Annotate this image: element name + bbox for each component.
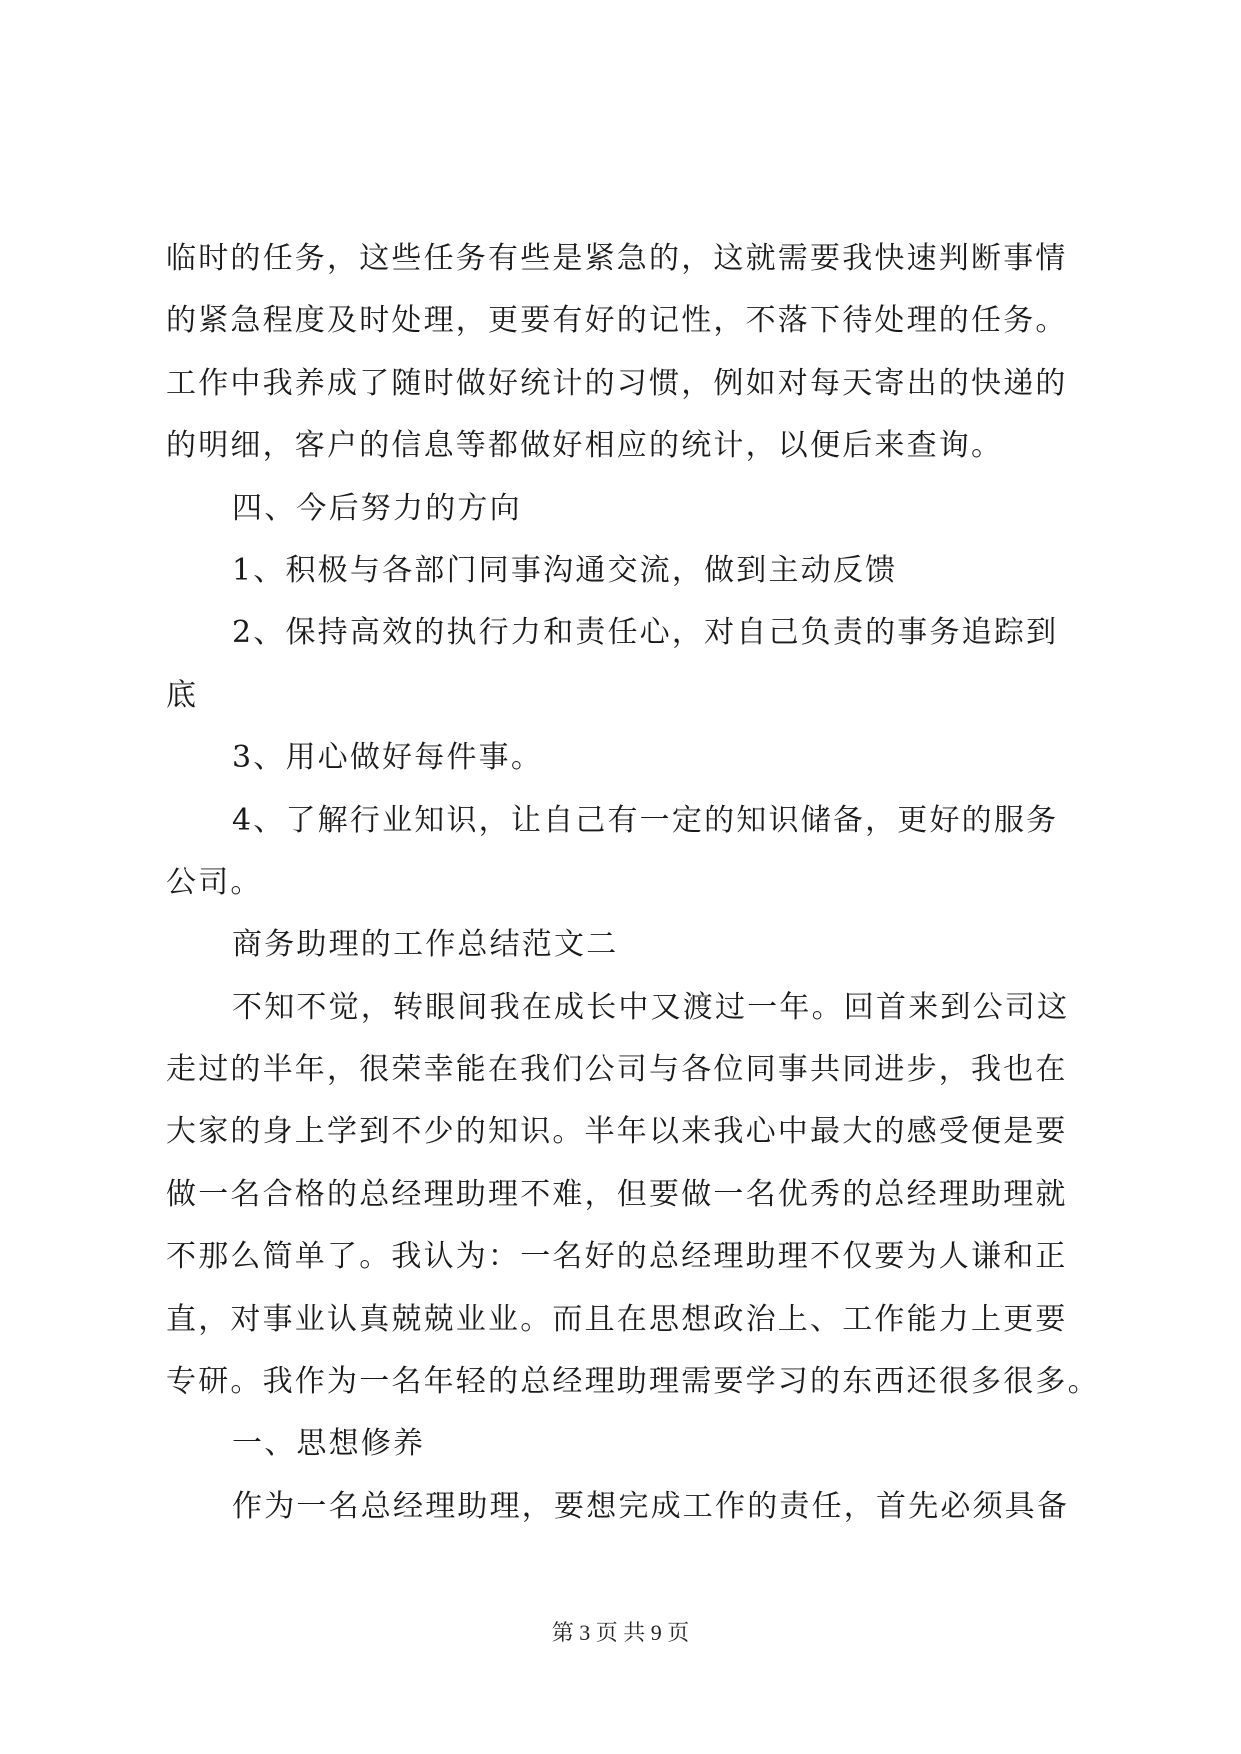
text-line: 1、积极与各部门同事沟通交流，做到主动反馈 <box>232 552 898 588</box>
page-footer: 第 3 页 共 9 页 <box>551 1620 690 1645</box>
text-line: 直，对事业认真兢兢业业。而且在思想政治上、工作能力上更要 <box>166 1301 1068 1337</box>
text-line: 不那么简单了。我认为：一名好的总经理助理不仅要为人谦和正 <box>166 1239 1068 1275</box>
text-line: 不知不觉，转眼间我在成长中又渡过一年。回首来到公司这 <box>232 989 1070 1025</box>
text-line: 的紧急程度及时处理，更要有好的记性，不落下待处理的任务。 <box>166 303 1068 339</box>
text-line: 工作中我养成了随时做好统计的习惯，例如对每天寄出的快递的 <box>166 365 1068 401</box>
text-line: 2、保持高效的执行力和责任心，对自己负责的事务追踪到 <box>232 615 1059 651</box>
text-line: 做一名合格的总经理助理不难，但要做一名优秀的总经理助理就 <box>166 1176 1068 1212</box>
text-line: 一、思想修养 <box>232 1426 426 1462</box>
text-line: 底 <box>166 677 199 713</box>
text-line: 商务助理的工作总结范文二 <box>232 927 619 963</box>
text-line: 的明细，客户的信息等都做好相应的统计，以便后来查询。 <box>166 428 1004 464</box>
text-line: 四、今后努力的方向 <box>232 490 522 526</box>
document-body <box>166 228 1100 1538</box>
text-line: 公司。 <box>166 864 263 900</box>
text-line: 临时的任务，这些任务有些是紧急的，这就需要我快速判断事情 <box>166 241 1068 276</box>
text-line: 3、用心做好每件事。 <box>232 740 544 776</box>
text-line: 专研。我作为一名年轻的总经理助理需要学习的东西还很多很多。 <box>166 1364 1100 1400</box>
text-line: 走过的半年，很荣幸能在我们公司与各位同事共同进步，我也在 <box>166 1052 1068 1088</box>
text-line: 作为一名总经理助理，要想完成工作的责任，首先必须具备 <box>232 1488 1070 1524</box>
text-line: 4、了解行业知识，让自己有一定的知识储备，更好的服务 <box>232 802 1059 838</box>
text-line: 大家的身上学到不少的知识。半年以来我心中最大的感受便是要 <box>166 1114 1068 1150</box>
